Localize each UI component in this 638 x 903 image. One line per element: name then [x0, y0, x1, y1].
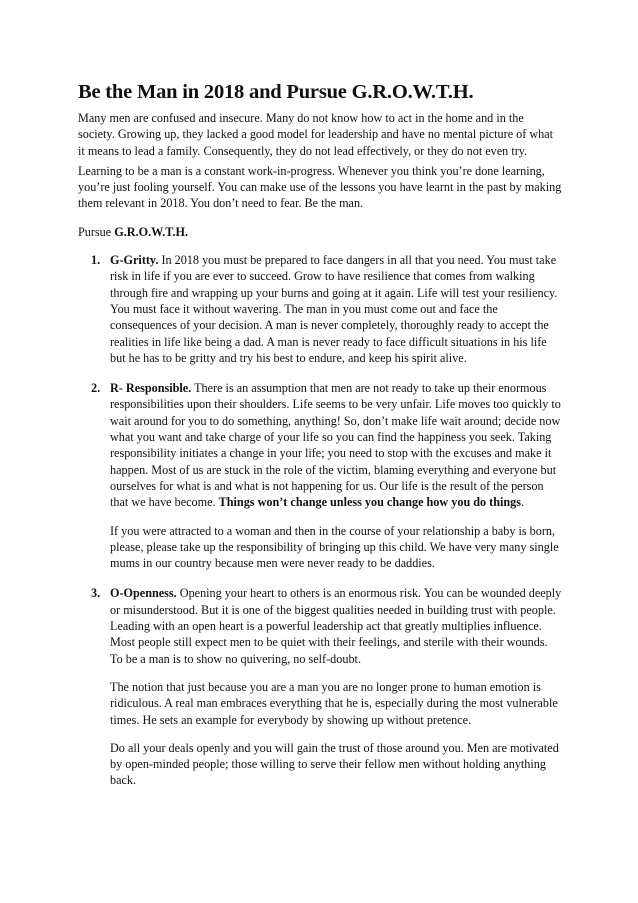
item-paragraph	[110, 380, 562, 510]
item-paragraph	[110, 585, 562, 666]
list-number: 2.	[91, 381, 101, 396]
intro-paragraph-1: Many men are confused and insecure. Many do not know how to act in the home and in the society. Growing up, they lacked a good model for leadership and have no mental picture of what it means to lead a family. Consequently, they do not lead effectively, or they do not even try.	[78, 111, 554, 158]
item-text-end: .	[521, 495, 525, 510]
item-text: There is an assumption that men are not ready to take up their enormous responsibilities upon their shoulders. Life seems to be very unfair. Life moves too quickly to wait around for you to do something, anything! So, don’t make life wait around; decide now what you want and take charge of your life so you can find the happiness you seek. Taking responsibility initiates a change in your life; you need to stop with the excuses and make it happen. Most of us are stuck in the role of the victim, blaming everything and everyone but ourselves for what is and what is not happening for us. Our life is the result of the person that we have become.	[110, 381, 561, 510]
item-text: In 2018 you must be prepared to face dangers in all that you need. You must take risk in life if you are ever to succeed. Grow to have resilience that comes from walking through fire and wrapping up your burns and going at it again. Life will test your resiliency. You must face it without wavering. The man in you must come out and face the consequences of your decision. A man is never completely, thoroughly ready to accept the realities in life like being a dad. A man is never ready to face difficult situations in his life but he has to be gritty and try his best to endure, and keep his spirit alive.	[110, 253, 558, 365]
pursue-line	[78, 224, 562, 240]
document-body	[78, 80, 562, 803]
pursue-acronym: G.R.O.W.T.H.	[114, 224, 189, 239]
list-number: 1.	[91, 253, 101, 268]
list-item-openness	[78, 585, 562, 788]
list-item-gritty	[78, 252, 562, 366]
item-bold-statement: Things won’t change unless you change how you do things	[218, 495, 522, 510]
list-item-responsible	[78, 380, 562, 571]
item-heading: O-Openness.	[110, 586, 177, 601]
pursue-prefix: Pursue	[78, 224, 112, 239]
page-title: Be the Man in 2018 and Pursue G.R.O.W.T.H.	[78, 81, 474, 103]
item-extra-paragraph: The notion that just because you are a man you are no longer prone to human emotion is ridiculous. A real man embraces everything that he is, especially during the most vulnerable times. He sets an example for everybody by showing up without pretence.	[110, 679, 558, 727]
item-extra-paragraph: If you were attracted to a woman and then in the course of your relationship a baby is born, please, please take up the responsibility of bringing up this child. We have very many single mums in our country because men were never ready to be daddies.	[110, 523, 559, 571]
item-extra-paragraph: Do all your deals openly and you will gain the trust of those around you. Men are motivated by open-minded people; those willing to serve their fellow men without holding anything back.	[110, 740, 559, 788]
growth-list	[78, 252, 562, 789]
intro-paragraph-2: Learning to be a man is a constant work-in-progress. Whenever you think you’re done learning, you’re just fooling yourself. You can make use of the lessons you have learnt in the past by making them relevant in 2018. You don’t need to fear. Be the man.	[78, 163, 562, 211]
item-heading: G-Gritty.	[110, 253, 159, 268]
item-heading: R- Responsible.	[110, 381, 192, 396]
list-number: 3.	[91, 586, 101, 601]
item-paragraph	[110, 252, 562, 366]
item-text: Opening your heart to others is an enormous risk. You can be wounded deeply or misunderstood. But it is one of the biggest qualities needed in building trust with people. Leading with an open heart is a powerful leadership act that greatly multiplies influence. Most people still expect men to be quiet with their feelings, and sterile with their wounds. To be a man is to show no quivering, no self-doubt.	[110, 586, 562, 666]
